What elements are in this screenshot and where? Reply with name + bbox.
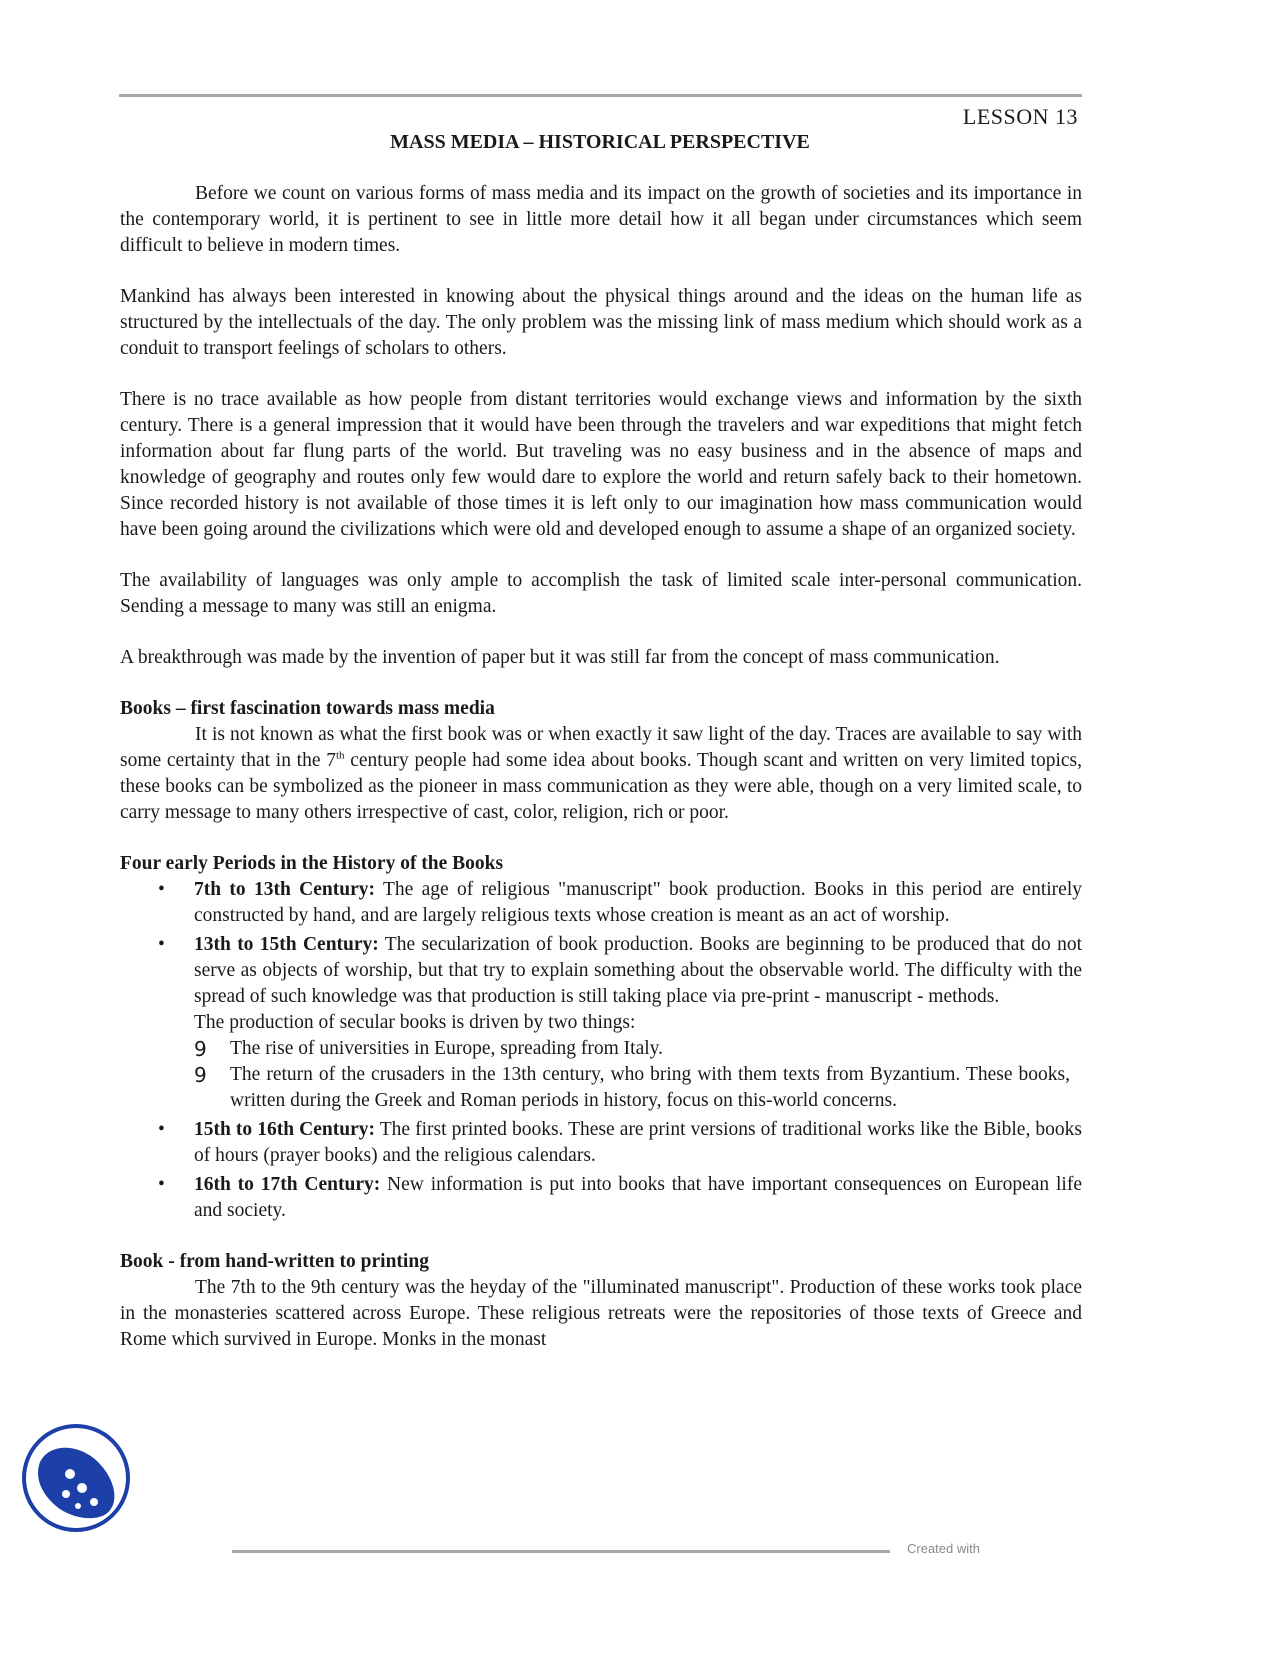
check-mark-icon: 9 <box>194 1063 207 1087</box>
section-heading-periods: Four early Periods in the History of the Books <box>120 853 504 874</box>
lesson-number: LESSON 13 <box>962 104 1078 129</box>
top-rule <box>119 94 1082 97</box>
printing-paragraph: The 7th to the 9th century was the heyday of the "illuminated manuscript". Production of these works took place in the monasteries scattered across Europe. These religious retreats were the repositories of those texts of Greece and Rome which survived in Europe. Monks in the monast <box>120 1277 1082 1350</box>
intro-paragraph-4: The availability of languages was only ample to accomplish the task of limited scale inter-personal communication. Sending a message to many was still an enigma. <box>120 570 1082 617</box>
intro-paragraph-5: A breakthrough was made by the invention of paper but it was still far from the concept of mass communication. <box>120 647 1000 668</box>
period-item <box>120 932 1082 1114</box>
secular-books-intro: The production of secular books is driven by two things: <box>194 1012 636 1033</box>
page-title: MASS MEDIA – HISTORICAL PERSPECTIVE <box>390 131 810 153</box>
intro-paragraph-2: Mankind has always been interested in knowing about the physical things around and the ideas on the human life as structured by the intellectuals of the day. The only problem was the missing link of mass medium which should work as a conduit to transport feelings of scholars to others. <box>120 286 1082 359</box>
section-heading-books: Books – first fascination towards mass media <box>120 698 495 719</box>
period-label: 15th to 16th Century: <box>194 1119 375 1140</box>
period-text: The secularization of book production. Books are beginning to be produced that do not serve as objects of worship, but that try to explain something about the observable world. The difficulty with the spread of such knowledge was that production is still taking place via pre-print - manuscript - methods. <box>194 934 1082 1007</box>
intro-paragraph-3: There is no trace available as how people from distant territories would exchange views and information by the sixth century. There is a general impression that it would have been through the travelers and war expeditions that might fetch information about far flung parts of the world. But traveling was no easy business and in the absence of maps and knowledge of geography and routes only few would dare to explore the world and return safely back to their hometown. Since recorded history is not available of those times it is left only to our imagination how mass communication would have been going around the civilizations which were old and developed enough to assume a shape of an organized society. <box>120 389 1082 540</box>
secular-drivers-list <box>194 1036 1082 1114</box>
bullet-icon: • <box>158 1119 165 1140</box>
bullet-icon: • <box>158 879 165 900</box>
period-text: The age of religious "manuscript" book production. Books in this period are entirely constructed by hand, and are largely religious texts whose creation is meant as an act of worship. <box>194 879 1082 926</box>
driver-item <box>194 1036 1082 1062</box>
periods-list <box>120 877 1082 1224</box>
bottom-rule <box>232 1550 890 1553</box>
period-label: 13th to 15th Century: <box>194 934 379 955</box>
watermark-logo-icon <box>20 1422 132 1534</box>
check-mark-icon: 9 <box>194 1037 207 1061</box>
period-item <box>120 1117 1082 1169</box>
created-with-label: Created with <box>907 1541 980 1556</box>
driver-text: The return of the crusaders in the 13th century, who bring with them texts from Byzantium. These books, written during the Greek and Roman periods in history, focus on this-world concerns. <box>230 1064 1070 1111</box>
period-label: 7th to 13th Century: <box>194 879 375 900</box>
bullet-icon: • <box>158 1174 165 1195</box>
books-superscript: th <box>335 749 345 762</box>
driver-text: The rise of universities in Europe, spreading from Italy. <box>230 1038 664 1059</box>
period-text: New information is put into books that have important consequences on European life and society. <box>194 1174 1082 1221</box>
intro-paragraph-1: Before we count on various forms of mass media and its impact on the growth of societies and its importance in the contemporary world, it is pertinent to see in little more detail how it all began under circumstances which seem difficult to believe in modern times. <box>120 183 1082 256</box>
period-item <box>120 1172 1082 1224</box>
period-item <box>120 877 1082 929</box>
driver-item <box>194 1062 1082 1114</box>
period-text: The first printed books. These are print versions of traditional works like the Bible, books of hours (prayer books) and the religious calendars. <box>194 1119 1082 1166</box>
books-text-part-1: It is not known as what the first book was or when exactly it saw light of the day. Traces are available to say with some certainty that in the 7 <box>120 724 1082 771</box>
section-heading-printing: Book - from hand-written to printing <box>120 1251 429 1272</box>
books-paragraph <box>120 722 1082 826</box>
books-text-part-2: century people had some idea about books. Though scant and written on very limited topics, these books can be symbolized as the pioneer in mass communication as they were able, though on a very limited scale, to carry message to many others irrespective of cast, color, religion, rich or poor. <box>120 750 1082 823</box>
document-body <box>120 181 1082 1378</box>
period-label: 16th to 17th Century: <box>194 1174 381 1195</box>
bullet-icon: • <box>158 934 165 955</box>
